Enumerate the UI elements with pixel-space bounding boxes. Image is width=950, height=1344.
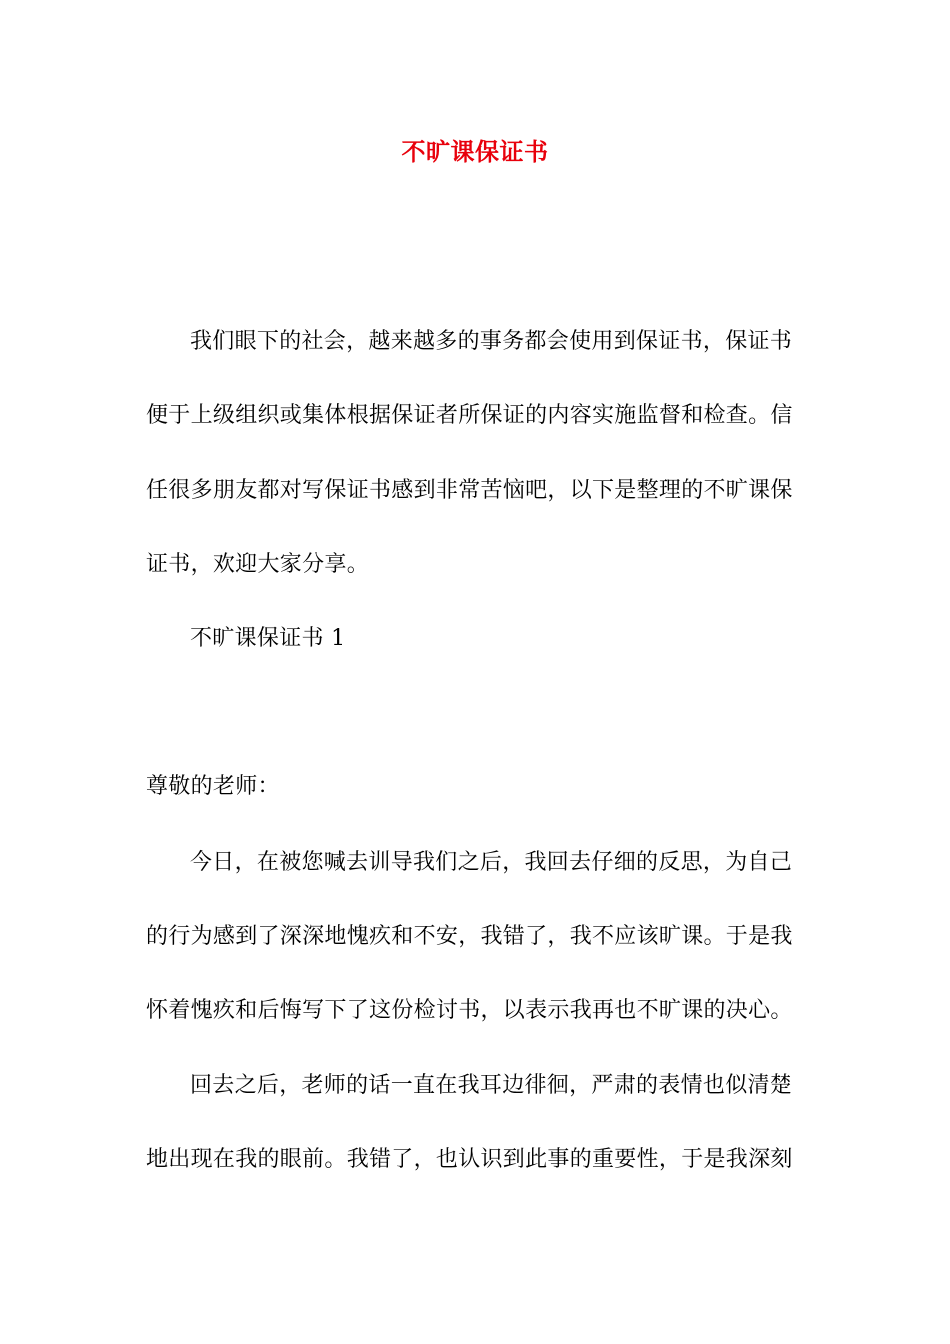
intro-line-4: 证书，欢迎大家分享。 bbox=[146, 552, 370, 577]
paragraph1-line-1: 今日，在被您喊去训导我们之后，我回去仔细的反思，为自己 bbox=[190, 850, 793, 875]
salutation: 尊敬的老师： bbox=[146, 774, 280, 799]
intro-line-1: 我们眼下的社会，越来越多的事务都会使用到保证书，保证书 bbox=[190, 329, 793, 354]
section-heading: 不旷课保证书 1 bbox=[190, 626, 346, 651]
paragraph1-line-2: 的行为感到了深深地愧疚和不安，我错了，我不应该旷课。于是我 bbox=[146, 924, 793, 949]
intro-line-3: 任很多朋友都对写保证书感到非常苦恼吧，以下是整理的不旷课保 bbox=[146, 478, 793, 503]
intro-line-2: 便于上级组织或集体根据保证者所保证的内容实施监督和检查。信 bbox=[146, 403, 793, 428]
document-title: 不旷课保证书 bbox=[401, 137, 549, 166]
paragraph1-line-3: 怀着愧疚和后悔写下了这份检讨书，以表示我再也不旷课的决心。 bbox=[146, 998, 793, 1023]
paragraph2-line-1: 回去之后，老师的话一直在我耳边徘徊，严肃的表情也似清楚 bbox=[190, 1073, 793, 1098]
paragraph2-line-2: 地出现在我的眼前。我错了，也认识到此事的重要性，于是我深刻 bbox=[146, 1147, 793, 1172]
